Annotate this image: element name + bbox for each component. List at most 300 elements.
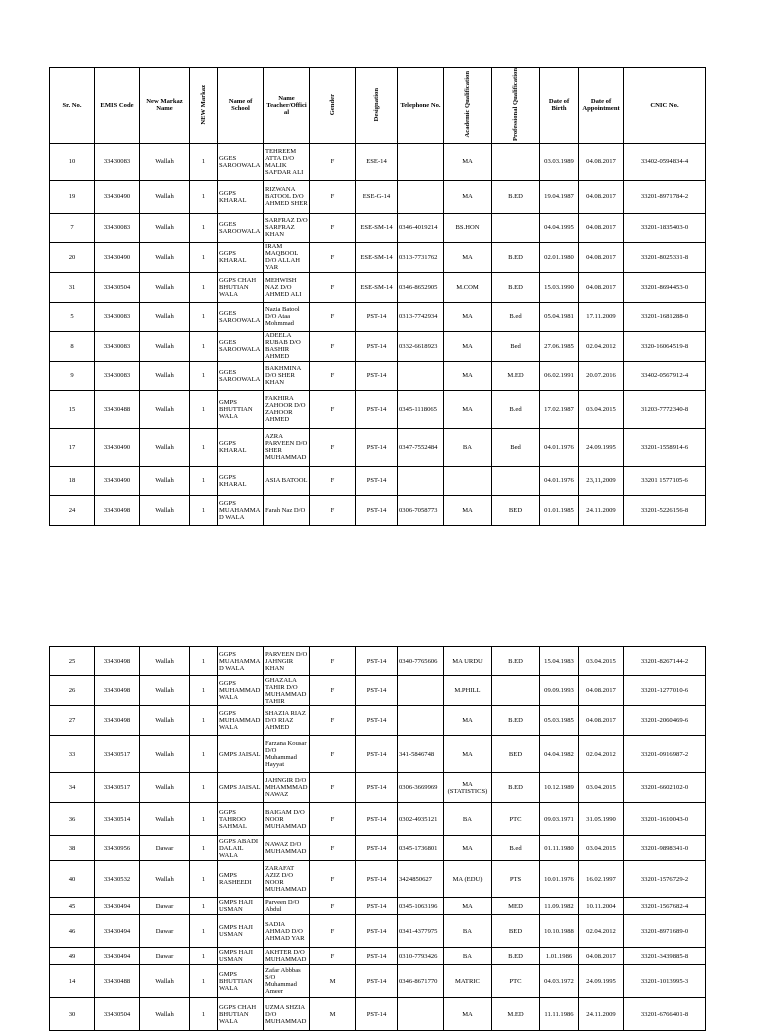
cell-phone: 341-5846748 xyxy=(398,736,444,773)
cell-dob: 09.09.1993 xyxy=(540,676,579,706)
cell-markaz: Dawar xyxy=(140,898,190,915)
table-row xyxy=(50,706,706,736)
cell-sr: 17 xyxy=(50,428,95,466)
cell-doa: 10.11.2004 xyxy=(579,898,624,915)
cell-professional: BED xyxy=(492,915,540,948)
table-row xyxy=(50,180,706,213)
cell-designation: PST-14 xyxy=(356,647,398,676)
cell-phone: 0340-7765606 xyxy=(398,647,444,676)
cell-new-markaz: 1 xyxy=(190,242,218,272)
cell-designation: PST-14 xyxy=(356,915,398,948)
cell-gender: F xyxy=(310,213,356,242)
table-row xyxy=(50,390,706,428)
cell-doa: 03.04.2015 xyxy=(579,390,624,428)
cell-designation: PST-14 xyxy=(356,803,398,836)
cell-academic: MA xyxy=(444,143,492,180)
cell-new-markaz: 1 xyxy=(190,706,218,736)
cell-phone xyxy=(398,180,444,213)
cell-dob: 03.03.1989 xyxy=(540,143,579,180)
cell-doa: 02.04.2012 xyxy=(579,915,624,948)
table-row xyxy=(50,302,706,331)
cell-emis: 33430490 xyxy=(95,242,140,272)
cell-emis: 33430504 xyxy=(95,998,140,1031)
cell-sr: 40 xyxy=(50,861,95,898)
staff-table-2 xyxy=(49,646,706,1031)
cell-academic: MA (EDU) xyxy=(444,861,492,898)
cell-academic: MA URDU xyxy=(444,647,492,676)
cell-doa: 23,11,2009 xyxy=(579,466,624,495)
cell-emis: 33430514 xyxy=(95,803,140,836)
cell-school: GGPS KHARAL xyxy=(218,428,264,466)
cell-academic: MA xyxy=(444,361,492,390)
cell-phone: 0313-7731762 xyxy=(398,242,444,272)
cell-phone: 0332-6618923 xyxy=(398,331,444,361)
cell-doa: 04.08.2017 xyxy=(579,948,624,965)
cell-sr: 25 xyxy=(50,647,95,676)
cell-professional xyxy=(492,466,540,495)
cell-new-markaz: 1 xyxy=(190,213,218,242)
cell-markaz: Wallah xyxy=(140,213,190,242)
cell-teacher: Farzana Kousar D/O Muhammad Hayyat xyxy=(264,736,310,773)
cell-gender: F xyxy=(310,647,356,676)
cell-emis: 33430517 xyxy=(95,773,140,803)
cell-professional xyxy=(492,213,540,242)
cell-markaz: Wallah xyxy=(140,390,190,428)
cell-academic: BA xyxy=(444,803,492,836)
cell-designation: PST-14 xyxy=(356,302,398,331)
cell-designation: PST-14 xyxy=(356,836,398,861)
cell-new-markaz: 1 xyxy=(190,836,218,861)
cell-markaz: Wallah xyxy=(140,706,190,736)
cell-dob: 10.12.1989 xyxy=(540,773,579,803)
cell-doa: 03.04.2015 xyxy=(579,836,624,861)
cell-teacher: PARVEEN D/O JAHNGIR KHAN xyxy=(264,647,310,676)
cell-professional: B.ED xyxy=(492,773,540,803)
cell-gender: F xyxy=(310,272,356,302)
cell-dob: 10.01.1976 xyxy=(540,861,579,898)
cell-gender: F xyxy=(310,915,356,948)
cell-designation: PST-14 xyxy=(356,495,398,525)
cell-sr: 31 xyxy=(50,272,95,302)
cell-emis: 33430504 xyxy=(95,272,140,302)
cell-designation: PST-14 xyxy=(356,898,398,915)
cell-designation: PST-14 xyxy=(356,948,398,965)
cell-school: GGES SAROOWALA xyxy=(218,361,264,390)
cell-doa: 03.04.2015 xyxy=(579,773,624,803)
table-row xyxy=(50,965,706,998)
cell-teacher: GHAZALA TAHIR D/O MUHAMMAD TAHIR xyxy=(264,676,310,706)
cell-designation: ESE-SM-14 xyxy=(356,272,398,302)
header-phone: Telephone No. xyxy=(398,68,444,144)
cell-cnic: 33201-9898341-0 xyxy=(624,836,706,861)
cell-dob: 11.11.1986 xyxy=(540,998,579,1031)
table-row xyxy=(50,428,706,466)
cell-gender: F xyxy=(310,390,356,428)
table-row xyxy=(50,647,706,676)
cell-emis: 33430498 xyxy=(95,676,140,706)
table-row xyxy=(50,213,706,242)
header-sr: Sr. No. xyxy=(50,68,95,144)
cell-teacher: Zafar Abbbas S/O Muhammad Ameer xyxy=(264,965,310,998)
cell-professional: M.ED xyxy=(492,998,540,1031)
cell-phone: 0306-3669969 xyxy=(398,773,444,803)
cell-teacher: Farah Naz D/O xyxy=(264,495,310,525)
cell-professional: PTS xyxy=(492,861,540,898)
cell-sr: 15 xyxy=(50,390,95,428)
cell-cnic: 33201-1013995-3 xyxy=(624,965,706,998)
cell-dob: 17.02.1987 xyxy=(540,390,579,428)
cell-doa: 04.08.2017 xyxy=(579,676,624,706)
cell-markaz: Dawar xyxy=(140,948,190,965)
cell-phone xyxy=(398,143,444,180)
table-row xyxy=(50,143,706,180)
cell-teacher: Nazia Batool D/O Ataa Mohmmad xyxy=(264,302,310,331)
cell-designation: PST-14 xyxy=(356,390,398,428)
cell-cnic: 3320-16064519-8 xyxy=(624,331,706,361)
cell-dob: 04.01.1976 xyxy=(540,466,579,495)
cell-professional: BED xyxy=(492,495,540,525)
cell-phone: 0347-7552484 xyxy=(398,428,444,466)
table-row xyxy=(50,898,706,915)
cell-doa: 04.08.2017 xyxy=(579,213,624,242)
cell-designation: ESE-SM-14 xyxy=(356,242,398,272)
cell-markaz: Wallah xyxy=(140,965,190,998)
table-row xyxy=(50,998,706,1031)
cell-designation: PST-14 xyxy=(356,676,398,706)
cell-cnic: 31203-7772340-8 xyxy=(624,390,706,428)
cell-gender: F xyxy=(310,302,356,331)
cell-markaz: Wallah xyxy=(140,242,190,272)
table-row xyxy=(50,736,706,773)
cell-sr: 8 xyxy=(50,331,95,361)
cell-teacher: BAIGAM D/O NOOR MUHAMMAD xyxy=(264,803,310,836)
cell-designation: ESE-G-14 xyxy=(356,180,398,213)
cell-academic: BA xyxy=(444,948,492,965)
cell-emis: 33430494 xyxy=(95,915,140,948)
cell-teacher: SARFRAZ D/O SARFRAZ KHAN xyxy=(264,213,310,242)
cell-cnic: 33201-8267144-2 xyxy=(624,647,706,676)
cell-new-markaz: 1 xyxy=(190,180,218,213)
header-teacher: Name Teacher/Official xyxy=(264,68,310,144)
cell-doa: 24.09.1995 xyxy=(579,965,624,998)
cell-doa: 31.05.1990 xyxy=(579,803,624,836)
cell-professional: B.ED xyxy=(492,272,540,302)
cell-designation: PST-14 xyxy=(356,706,398,736)
cell-academic: MA xyxy=(444,495,492,525)
cell-new-markaz: 1 xyxy=(190,948,218,965)
cell-sr: 26 xyxy=(50,676,95,706)
cell-doa: 02.04.2012 xyxy=(579,331,624,361)
table-row xyxy=(50,466,706,495)
cell-professional xyxy=(492,143,540,180)
cell-gender: M xyxy=(310,998,356,1031)
cell-gender: F xyxy=(310,676,356,706)
cell-new-markaz: 1 xyxy=(190,736,218,773)
cell-doa: 20.07.2016 xyxy=(579,361,624,390)
cell-phone: 0341-4377975 xyxy=(398,915,444,948)
cell-professional: PTC xyxy=(492,965,540,998)
cell-dob: 15.04.1983 xyxy=(540,647,579,676)
cell-school: GGPS KHARAL xyxy=(218,242,264,272)
cell-dob: 05.04.1981 xyxy=(540,302,579,331)
cell-sr: 24 xyxy=(50,495,95,525)
cell-new-markaz: 1 xyxy=(190,898,218,915)
cell-teacher: AZRA PARVEEN D/O SHER MUHAMMAD xyxy=(264,428,310,466)
cell-sr: 14 xyxy=(50,965,95,998)
cell-academic: BA xyxy=(444,428,492,466)
cell-designation: ESE-14 xyxy=(356,143,398,180)
header-school: Name of School xyxy=(218,68,264,144)
cell-new-markaz: 1 xyxy=(190,331,218,361)
cell-cnic: 33201 1577105-6 xyxy=(624,466,706,495)
cell-teacher: SADIA AHMAD D/O AHMAD YAR xyxy=(264,915,310,948)
cell-emis: 33430494 xyxy=(95,898,140,915)
cell-new-markaz: 1 xyxy=(190,803,218,836)
header-designation: Designation xyxy=(356,68,398,144)
cell-designation: PST-14 xyxy=(356,428,398,466)
cell-designation: PST-14 xyxy=(356,331,398,361)
cell-doa: 17.11.2009 xyxy=(579,302,624,331)
cell-emis: 33430488 xyxy=(95,965,140,998)
cell-cnic: 33201-1610043-0 xyxy=(624,803,706,836)
cell-designation: PST-14 xyxy=(356,361,398,390)
table-row xyxy=(50,836,706,861)
cell-new-markaz: 1 xyxy=(190,361,218,390)
cell-cnic: 33201-1576729-2 xyxy=(624,861,706,898)
cell-school: GGPS CHAH BHUTIAN WALA xyxy=(218,272,264,302)
cell-cnic: 33201-1835403-0 xyxy=(624,213,706,242)
cell-academic: BA xyxy=(444,915,492,948)
header-professional: Professional Qualification xyxy=(492,68,540,144)
cell-phone: 0345-1063196 xyxy=(398,898,444,915)
cell-sr: 34 xyxy=(50,773,95,803)
cell-academic: MA xyxy=(444,390,492,428)
cell-gender: F xyxy=(310,803,356,836)
cell-dob: 05.03.1985 xyxy=(540,706,579,736)
cell-doa: 24.09.1995 xyxy=(579,428,624,466)
cell-sr: 7 xyxy=(50,213,95,242)
cell-academic: M.PHILL xyxy=(444,676,492,706)
cell-school: GMPS JAISAL xyxy=(218,773,264,803)
table-row xyxy=(50,948,706,965)
cell-school: GGES SAROOWALA xyxy=(218,213,264,242)
cell-cnic: 33201-6602102-0 xyxy=(624,773,706,803)
cell-academic: MA xyxy=(444,302,492,331)
cell-dob: 02.01.1980 xyxy=(540,242,579,272)
cell-emis: 33430956 xyxy=(95,836,140,861)
cell-cnic: 33201-1558914-6 xyxy=(624,428,706,466)
cell-doa: 04.08.2017 xyxy=(579,242,624,272)
cell-professional: Bed xyxy=(492,428,540,466)
cell-new-markaz: 1 xyxy=(190,428,218,466)
cell-teacher: SHAZIA RIAZ D/O RIAZ AHMED xyxy=(264,706,310,736)
cell-teacher: NAWAZ D/O MUHAMMAD xyxy=(264,836,310,861)
cell-school: GGPS ABADI DALAIL WALA xyxy=(218,836,264,861)
cell-school: GGPS MUHAMMAD WALA xyxy=(218,706,264,736)
cell-gender: F xyxy=(310,861,356,898)
cell-markaz: Wallah xyxy=(140,861,190,898)
cell-designation: ESE-SM-14 xyxy=(356,213,398,242)
cell-gender: F xyxy=(310,466,356,495)
cell-professional: B.ED xyxy=(492,647,540,676)
cell-doa: 16.02.1997 xyxy=(579,861,624,898)
table-row xyxy=(50,773,706,803)
cell-emis: 33430083 xyxy=(95,331,140,361)
cell-school: GMPS HAJI USMAN xyxy=(218,948,264,965)
cell-cnic: 33201-1567682-4 xyxy=(624,898,706,915)
cell-phone: 0306-7058773 xyxy=(398,495,444,525)
cell-gender: F xyxy=(310,495,356,525)
cell-doa: 03.04.2015 xyxy=(579,647,624,676)
cell-academic: BS.HON xyxy=(444,213,492,242)
cell-school: GGPS MUAHAMMAD WALA xyxy=(218,495,264,525)
table-row xyxy=(50,331,706,361)
cell-phone: 0346-8652905 xyxy=(398,272,444,302)
cell-designation: PST-14 xyxy=(356,861,398,898)
cell-designation: PST-14 xyxy=(356,773,398,803)
cell-professional: BED xyxy=(492,736,540,773)
cell-markaz: Wallah xyxy=(140,428,190,466)
cell-sr: 9 xyxy=(50,361,95,390)
cell-sr: 49 xyxy=(50,948,95,965)
cell-dob: 11.09.1982 xyxy=(540,898,579,915)
cell-teacher: JAHNGIR D/O MHAMMMAD NAWAZ xyxy=(264,773,310,803)
cell-cnic: 33201-8694453-0 xyxy=(624,272,706,302)
cell-professional xyxy=(492,676,540,706)
cell-new-markaz: 1 xyxy=(190,965,218,998)
cell-academic: MA (STATISTICS) xyxy=(444,773,492,803)
cell-emis: 33430083 xyxy=(95,361,140,390)
cell-designation: PST-14 xyxy=(356,965,398,998)
cell-phone: 0346-4019214 xyxy=(398,213,444,242)
staff-table-1 xyxy=(49,67,706,526)
cell-dob: 15.03.1990 xyxy=(540,272,579,302)
cell-dob: 04.04.1982 xyxy=(540,736,579,773)
header-academic: Academic Qualification xyxy=(444,68,492,144)
cell-new-markaz: 1 xyxy=(190,302,218,331)
cell-new-markaz: 1 xyxy=(190,915,218,948)
cell-new-markaz: 1 xyxy=(190,647,218,676)
cell-designation: PST-14 xyxy=(356,466,398,495)
table-row xyxy=(50,676,706,706)
cell-school: GMPS JAISAL xyxy=(218,736,264,773)
cell-professional: B.ED xyxy=(492,706,540,736)
cell-sr: 27 xyxy=(50,706,95,736)
cell-teacher: FAKHIRA ZAHOOR D/O ZAHOOR AHMED xyxy=(264,390,310,428)
cell-sr: 20 xyxy=(50,242,95,272)
cell-phone: 0313-7742934 xyxy=(398,302,444,331)
cell-markaz: Wallah xyxy=(140,180,190,213)
cell-phone xyxy=(398,466,444,495)
cell-emis: 33430490 xyxy=(95,180,140,213)
table-2-body xyxy=(50,647,706,1031)
cell-emis: 33430532 xyxy=(95,861,140,898)
cell-professional: MED xyxy=(492,898,540,915)
cell-new-markaz: 1 xyxy=(190,143,218,180)
cell-new-markaz: 1 xyxy=(190,998,218,1031)
cell-school: GGPS CHAH BHUTIAN WALA xyxy=(218,998,264,1031)
table-1-body xyxy=(50,143,706,525)
cell-professional: B.ED xyxy=(492,180,540,213)
cell-sr: 38 xyxy=(50,836,95,861)
cell-dob: 1.01.1986 xyxy=(540,948,579,965)
cell-academic xyxy=(444,466,492,495)
cell-school: GMPS HAJI USMAN xyxy=(218,898,264,915)
cell-dob: 04.01.1976 xyxy=(540,428,579,466)
cell-gender: F xyxy=(310,180,356,213)
cell-school: GMPS BHUTTIAN WALA xyxy=(218,390,264,428)
cell-emis: 33430490 xyxy=(95,466,140,495)
cell-doa: 02.04.2012 xyxy=(579,736,624,773)
cell-doa: 04.08.2017 xyxy=(579,180,624,213)
cell-school: GGES SAROOWALA xyxy=(218,302,264,331)
table-row xyxy=(50,272,706,302)
cell-school: GGPS TAHROO SAHMAL xyxy=(218,803,264,836)
cell-gender: F xyxy=(310,948,356,965)
cell-cnic: 33201-3439885-8 xyxy=(624,948,706,965)
cell-academic: M.COM xyxy=(444,272,492,302)
cell-school: GGES SAROOWALA xyxy=(218,331,264,361)
cell-designation: PST-14 xyxy=(356,736,398,773)
cell-gender: F xyxy=(310,428,356,466)
cell-emis: 33430517 xyxy=(95,736,140,773)
cell-phone: 0302-4935121 xyxy=(398,803,444,836)
cell-markaz: Wallah xyxy=(140,272,190,302)
cell-gender: M xyxy=(310,965,356,998)
cell-professional: B.ED xyxy=(492,948,540,965)
cell-markaz: Dawar xyxy=(140,836,190,861)
cell-phone xyxy=(398,676,444,706)
table-row xyxy=(50,242,706,272)
cell-new-markaz: 1 xyxy=(190,495,218,525)
cell-professional: B.ed xyxy=(492,836,540,861)
cell-cnic: 33201-2060469-6 xyxy=(624,706,706,736)
cell-emis: 33430083 xyxy=(95,143,140,180)
cell-sr: 30 xyxy=(50,998,95,1031)
cell-academic: MA xyxy=(444,242,492,272)
cell-markaz: Dawar xyxy=(140,915,190,948)
cell-sr: 45 xyxy=(50,898,95,915)
cell-teacher: IRAM MAQBOOL D/O ALLAH YAR xyxy=(264,242,310,272)
cell-school: GMPS HAJI USMAN xyxy=(218,915,264,948)
cell-sr: 18 xyxy=(50,466,95,495)
cell-school: GGES SAROOWALA xyxy=(218,143,264,180)
cell-teacher: BAKHMINA D/O SHER KHAN xyxy=(264,361,310,390)
cell-teacher: ZARAFAT AZIZ D/O NOOR MUHAMMAD xyxy=(264,861,310,898)
cell-phone: 0345-1736801 xyxy=(398,836,444,861)
cell-professional: PTC xyxy=(492,803,540,836)
cell-gender: F xyxy=(310,143,356,180)
header-emis: EMIS Code xyxy=(95,68,140,144)
cell-markaz: Wallah xyxy=(140,998,190,1031)
cell-gender: F xyxy=(310,706,356,736)
cell-phone xyxy=(398,706,444,736)
cell-markaz: Wallah xyxy=(140,736,190,773)
cell-teacher: AKHTER D/O MUHAMMAD xyxy=(264,948,310,965)
cell-gender: F xyxy=(310,898,356,915)
cell-doa: 24.11.2009 xyxy=(579,495,624,525)
cell-markaz: Wallah xyxy=(140,676,190,706)
cell-phone: 0345-1118065 xyxy=(398,390,444,428)
cell-phone: 3424850627 xyxy=(398,861,444,898)
cell-sr: 36 xyxy=(50,803,95,836)
cell-new-markaz: 1 xyxy=(190,861,218,898)
cell-dob: 01.11.1980 xyxy=(540,836,579,861)
cell-emis: 33430490 xyxy=(95,428,140,466)
cell-doa: 04.08.2017 xyxy=(579,272,624,302)
cell-markaz: Wallah xyxy=(140,361,190,390)
cell-sr: 46 xyxy=(50,915,95,948)
